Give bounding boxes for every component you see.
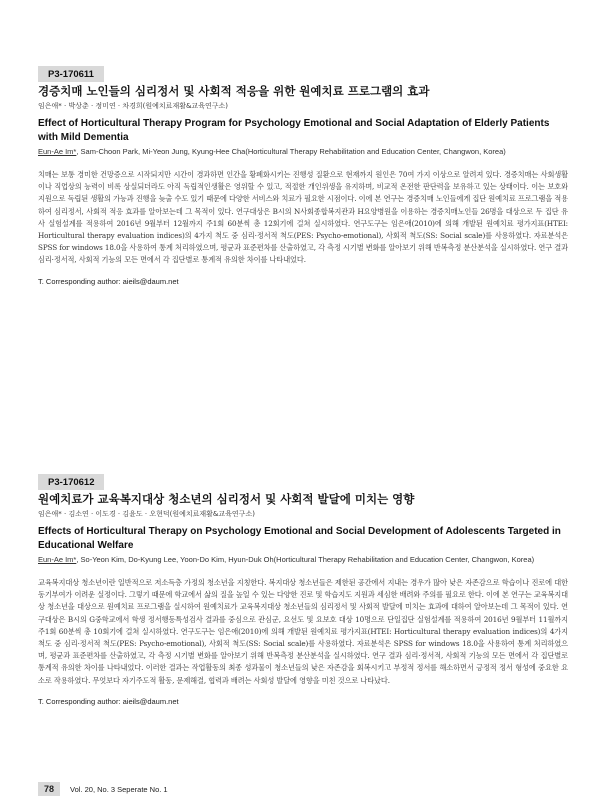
korean-title: 경증치매 노인들의 심리정서 및 사회적 적응을 위한 원예치료 프로그램의 효과 — [38, 84, 430, 98]
co-authors: , Sam-Choon Park, Mi-Yeon Jung, Kyung-Hee Cha(Horticultural Therapy Rehabilitation and Education Center, Changwon, Korea) — [76, 147, 506, 156]
english-authors — [38, 146, 568, 157]
korean-title: 원예치료가 교육복지대상 청소년의 심리정서 및 사회적 발달에 미치는 영향 — [38, 492, 415, 506]
abstract-p3-170612 — [38, 470, 568, 706]
corresponding-author: T. Corresponding author: aieils@daum.net — [38, 276, 179, 286]
korean-authors: 임은애* · 박상춘 · 정미연 · 차경희(원예치료재활&교육연구소) — [38, 102, 228, 110]
abstract-body: 치매는 보통 경미한 건망증으로 시작되지만 시간이 경과하면 인간을 황폐화시키는 진행성 질환으로 현재까지 원인은 70여 가지 이상으로 알려져 있다. 경증치매는 사회생활이나 직업상의 능력이 비록 상실되더라도 아직 독립적인생활은 영위할 수 있고, 적절한 개인위생을 유지하며, 비교적 온전한 판단력을 보유하고 있는 상태이다. 이는 보호와 지원으로 독립된 생활의 가능과 진행을 늦출 수도 있기 때문에 다양한 서비스와 치료가 필요한 시점이다. 이에 본 연구는 경증치매 노인들에게 집단 원예치료 프로그램을 적용하여 심리정서, 사회적 적응 효과를 알아보는데 그 목적이 있다. 연구대상은 B시의 N사회종합복지관과 H요양병원을 이용하는 경증치매노인들 26명을 대상으로 두 집단 유사 실험설계를 적용하여 2016년 9월부터 12월까지 주1회 60분씩 총 12회기에 걸쳐 실시하였다. 연구도구는 임은애(2010)에 의해 개발된 원예치료 평가지표(HTEI: Horticultural therapy evaluation indices)의 4가지 척도 중 심리·정서적 척도(PES: Psycho-emotional), 사회적 척도(SS: Social scale)를 사용하였다. 자료분석은 SPSS for windows 18.0을 사용하여 통계 처리하였으며, 평균과 표준편차를 산출하였고, 각 측정 시기별 변화를 알아보기 위해 반복측정 분산분석을 실시하였다. 연구 결과 심리·정서적, 사회적 기능의 모든 면에서 각 집단별로 통계적 유의한 차이를 나타내었다. — [38, 170, 568, 265]
korean-authors: 임은애* · 김소연 · 이도경 · 김윤도 · 오현덕(원예치료재활&교육연구소) — [38, 510, 255, 518]
abstract-code: P3-170612 — [38, 474, 104, 490]
page-footer — [38, 782, 168, 796]
journal-info: Vol. 20, No. 3 Seperate No. 1 — [70, 784, 168, 794]
abstract-p3-170611 — [38, 62, 568, 286]
english-authors — [38, 554, 568, 565]
lead-author: Eun-Ae Im* — [38, 555, 77, 564]
co-authors: , So-Yeon Kim, Do-Kyung Lee, Yoon-Do Kim, Hyun-Duk Oh(Horticultural Therapy Rehabilitation and Education Center, Changwon, Korea) — [76, 555, 535, 564]
abstract-code: P3-170611 — [38, 66, 104, 82]
corresponding-author: T. Corresponding author: aieils@daum.net — [38, 696, 179, 706]
page-number: 78 — [38, 782, 60, 796]
abstract-body: 교육복지대상 청소년이란 일반적으로 저소득층 가정의 청소년을 지칭한다. 복지대상 청소년들은 제한된 공간에서 지내는 경우가 많아 낮은 자존감으로 학습이나 진로에 대한 동기부여가 이려운 실정이다. 그렇기 때문에 학교에서 삶의 질을 높일 수 있는 다양한 진로 및 학습지도 지원과 세심한 배려와 주의를 필요로 한다. 이에 본 연구는 교육복지대상 청소년을 대상으로 원예치료 프로그램을 실시하여 원예치료가 교육복지대상 청소년들의 심리정서 및 사회적 발달에 미치는 효과에 대하여 알아보는데 그 목적이 있다. 연구대상은 B시의 G중학교에서 학생 정서행동특성검사 결과를 중심으로 관심군, 요선도 및 요보호 대상 10명으로 단일집단 실험설계를 적용하여 2016년 9월부터 11월까지 주1회 60분씩 총 10회기에 걸쳐 실시하였다. 연구도구는 임은애(2010)에 의해 개발된 원예치료 평가지표(HTEI: Horticultural therapy evaluation indices)의 4가지 척도 중 심리·정서적 척도(PES: Psycho-emotional), 사회적 척도(SS: Social scale)를 사용하였다. 자료분석은 SPSS for windows 18.0을 사용하여 통계 처리하였으며, 평균과 표준편차를 산출하였고, 각 측정 시기별 변화를 알아보기 위해 반복측정 분산분석을 실시하였다. 연구 결과 심리·정서적, 사회적 기능의 모든 면에서 각 집단별로 통계적 유의한 차이를 나타내었다. 이러한 결과는 작업활동의 최종 성과물이 청소년들의 낮은 자존감을 회복시키고 부정적 정서를 해소하면서 긍정적 정서 형성에 중요한 요소로 작용하였다. 무엇보다 자기주도적 활동, 문제해결, 협력과 배려는 사회성 발달에 영향을 미친 것으로 나타났다. — [38, 578, 568, 685]
english-title: Effects of Horticultural Therapy on Psychology Emotional and Social Development of Adolescents Targeted in Educational Welfare — [38, 526, 561, 551]
lead-author: Eun-Ae Im* — [38, 147, 77, 156]
english-title: Effect of Horticultural Therapy Program for Psychology Emotional and Social Adaptation of Elderly Patients with Mild Dementia — [38, 118, 550, 143]
